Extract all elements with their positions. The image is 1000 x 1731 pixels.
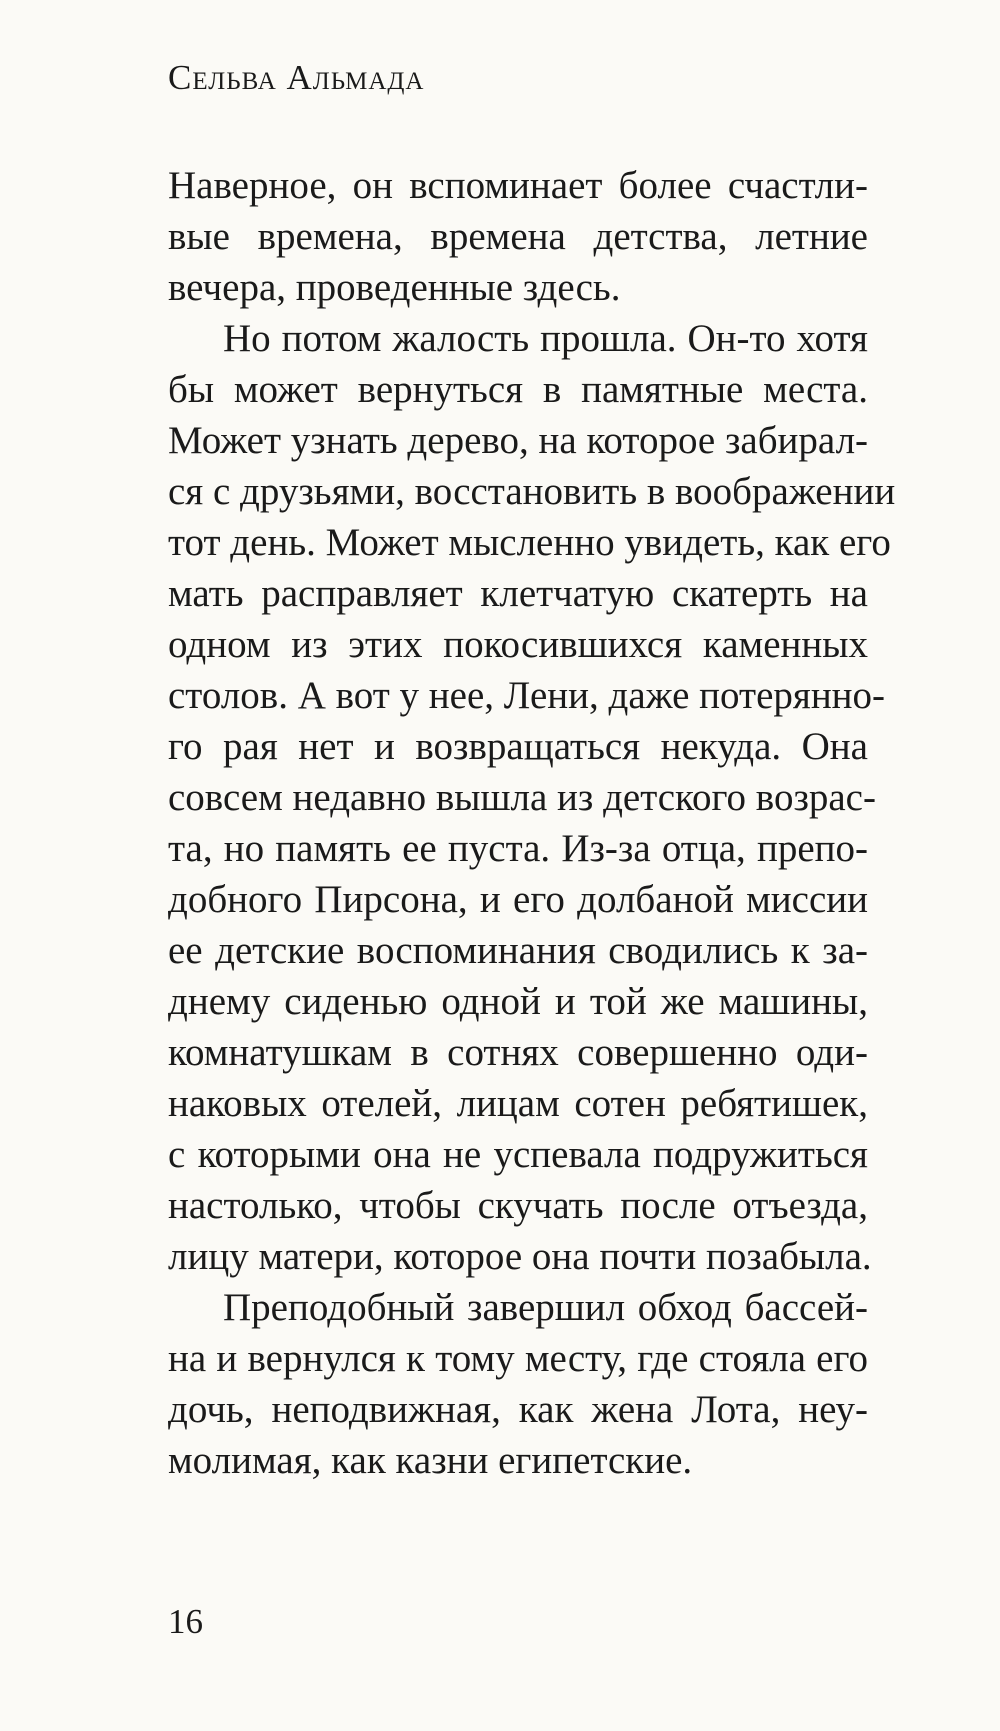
text-line: Преподобный завершил обход бассей- [223,1286,868,1329]
text-line: молимая, как казни египетские. [168,1439,693,1482]
text-line: совсем недавно вышла из детского возрас- [168,776,876,819]
page-number: 16 [168,1602,203,1641]
running-head: Сельва Альмада [168,58,425,97]
text-line: вые времена, времена детства, летние [168,215,868,258]
text-line: вечера, проведенные здесь. [168,266,621,309]
text-line: тот день. Может мысленно увидеть, как его [168,521,891,564]
body-text [168,160,896,1486]
text-line: лицу матери, которое она почти позабыла. [168,1235,872,1278]
text-line: на и вернулся к тому месту, где стояла его [168,1337,868,1380]
text-line: Может узнать дерево, на которое забирал- [168,419,869,462]
text-line: го рая нет и возвращаться некуда. Она [168,725,868,768]
text-line: Наверное, он вспоминает более счастли- [168,164,868,207]
text-line: комнатушкам в сотнях совершенно оди- [168,1031,868,1074]
text-line: ее детские воспоминания сводились к за- [168,929,868,972]
text-line: настолько, чтобы скучать после отъезда, [168,1184,868,1227]
text-line: та, но память ее пуста. Из-за отца, препо- [168,827,868,870]
text-line: дочь, неподвижная, как жена Лота, неу- [168,1388,868,1431]
text-line: ся с друзьями, восстановить в воображении [168,470,896,513]
text-line: одном из этих покосившихся каменных [168,623,868,666]
text-line: бы может вернуться в памятные места. [168,368,868,411]
text-line: с которыми она не успевала подружиться [168,1133,868,1176]
text-line: днему сиденью одной и той же машины, [168,980,868,1023]
text-line: наковых отелей, лицам сотен ребятишек, [168,1082,868,1125]
text-line: столов. А вот у нее, Лени, даже потерянно- [168,674,886,717]
text-line: мать расправляет клетчатую скатерть на [168,572,868,615]
text-line: добного Пирсона, и его долбаной миссии [168,878,868,921]
text-line: Но потом жалость прошла. Он-то хотя [223,317,868,360]
